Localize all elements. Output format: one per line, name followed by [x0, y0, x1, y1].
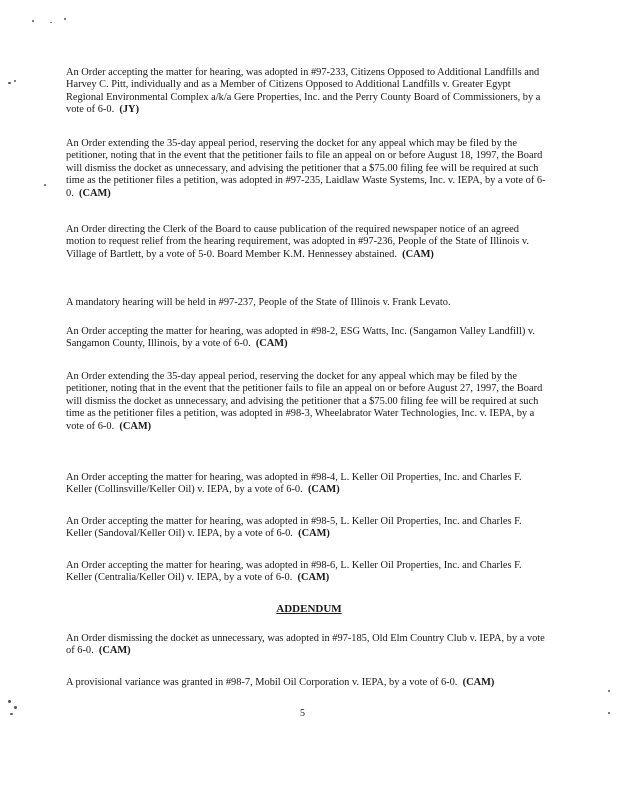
paragraph-addendum-97-185: [66, 633, 546, 658]
page-number: 5: [300, 708, 305, 719]
paragraph-text: An Order dismissing the docket as unnecessary, was adopted in #97-185, Old Elm Country Club v. IEPA, by a vote of 6-0.: [66, 633, 545, 657]
paragraph-text: An Order accepting the matter for hearing, was adopted in #98-4, L. Keller Oil Properties, Inc. and Charles F. Keller (Collinsville/Keller Oil) v. IEPA, by a vote of 6-0.: [66, 472, 522, 496]
paragraph-text: An Order accepting the matter for hearing, was adopted in #98-6, L. Keller Oil Properties, Inc. and Charles F. Keller (Centralia/Keller Oil) v. IEPA, by a vote of 6-0.: [66, 560, 522, 584]
initials-tag: (CAM): [298, 528, 330, 540]
paragraph-addendum-98-7: [66, 677, 546, 689]
addendum-heading: ADDENDUM: [276, 603, 342, 615]
initials-tag: (CAM): [255, 338, 288, 350]
initials-tag: (CAM): [98, 645, 131, 657]
paragraph-text: A mandatory hearing will be held in #97-237, People of the State of Illinois v. Frank Levato.: [66, 297, 451, 308]
paragraph-order-98-3: [66, 371, 546, 433]
scan-speck: [10, 713, 13, 715]
paragraph-text: An Order accepting the matter for hearing, was adopted in #98-5, L. Keller Oil Properties, Inc. and Charles F. Keller (Sandoval/Keller Oil) v. IEPA, by a vote of 6-0.: [66, 516, 522, 540]
initials-tag: (CAM): [462, 677, 495, 688]
scan-speck: [608, 690, 610, 692]
paragraph-text: An Order accepting the matter for hearing, was adopted in #98-2, ESG Watts, Inc. (Sangamon Valley Landfill) v. Sangamon County, Illinois, by a vote of 6-0.: [66, 326, 536, 350]
scan-speck: [8, 82, 11, 84]
scan-speck: [8, 700, 11, 703]
paragraph-order-97-233: [66, 67, 546, 117]
paragraph-order-97-236: [66, 224, 546, 261]
paragraph-text: An Order accepting the matter for hearing, was adopted in #97-233, Citizens Opposed to Additional Landfills and Harvey C. Pitt, individually and as a Member of Citizens Opposed to Additional Landfills v. Greater Egypt Regional Environmental Complex a/k/a Gere Properties, Inc. and the Perry County Board of Commissioners, by a vote of 6-0.: [66, 67, 541, 116]
paragraph-order-98-2: [66, 326, 546, 351]
initials-tag: (CAM): [307, 484, 340, 496]
paragraph-text: An Order extending the 35-day appeal period, reserving the docket for any appeal which may be filed by the petitioner, noting that in the event that the petitioner fails to file an appeal on or before August 18, 1997, the Board will dismiss the docket as unnecessary, and advising the petitioner that a $75.00 filing fee will be required at such time as the petitioner files a petition, was adopted in #97-235, Laidlaw Waste Systems, Inc. v. IEPA, by a vote of 6-0.: [66, 138, 546, 199]
scan-speck: [64, 18, 66, 20]
paragraph-order-97-235: [66, 138, 546, 200]
initials-tag: (CAM): [119, 420, 152, 432]
scan-speck: [14, 706, 17, 709]
paragraph-order-98-5: [66, 516, 546, 541]
initials-tag: (CAM): [297, 572, 330, 584]
initials-tag: (JY): [119, 104, 140, 116]
paragraph-hearing-97-237: [66, 297, 546, 309]
paragraph-order-98-4: [66, 472, 546, 497]
paragraph-text: A provisional variance was granted in #98-7, Mobil Oil Corporation v. IEPA, by a vote of 6-0.: [66, 677, 458, 688]
paragraph-text: An Order directing the Clerk of the Board to cause publication of the required newspaper notice of an agreed motion to request relief from the hearing requirement, was adopted in #97-236, People of the State of Illinois v. Village of Bartlett, by a vote of 5-0. Board Member K.M. Hennessey abstained.: [66, 224, 530, 260]
scan-speck: [44, 184, 46, 186]
initials-tag: (CAM): [402, 248, 434, 260]
initials-tag: (CAM): [79, 187, 111, 199]
scan-speck: [14, 80, 16, 82]
scan-speck: [608, 712, 610, 714]
scan-speck: [32, 20, 34, 22]
paragraph-text: An Order extending the 35-day appeal period, reserving the docket for any appeal which may be filed by the petitioner, noting that in the event that the petitioner fails to file an appeal on or before August 27, 1997, the Board will dismiss the docket as unnecessary, and advising the petitioner that a $75.00 filing fee will be required at such time as the petitioner files a petition, was adopted in #98-3, Wheelabrator Water Technologies, Inc. v. IEPA, by a vote of 6-0.: [66, 371, 543, 432]
scan-speck: [50, 22, 52, 23]
paragraph-order-98-6: [66, 560, 546, 585]
